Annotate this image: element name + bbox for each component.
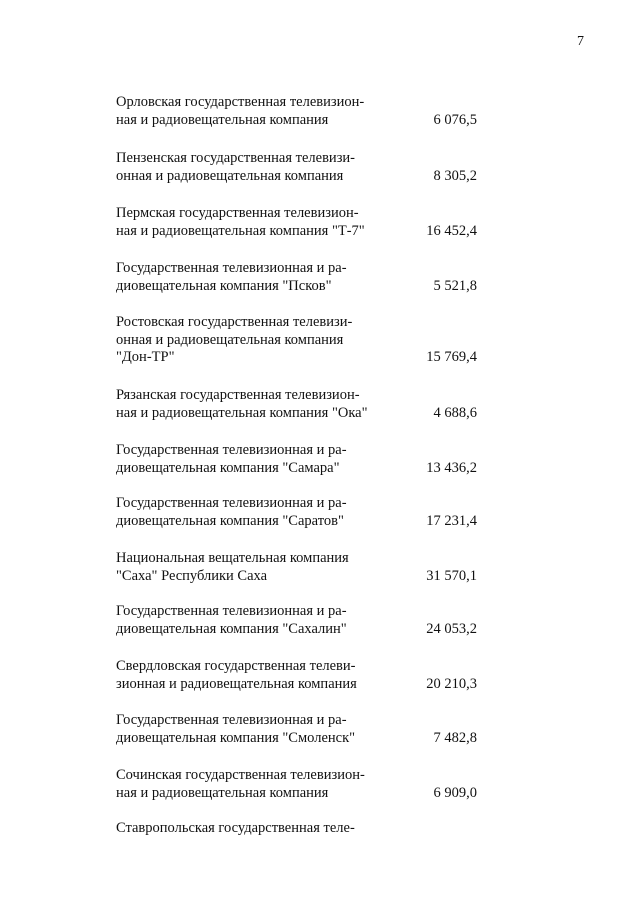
- allocation-amount: 20 210,3: [426, 675, 477, 692]
- company-name-line: ная и радиовещательная компания: [116, 784, 329, 801]
- company-name-line: зионная и радиовещательная компания: [116, 675, 357, 692]
- page-number: 7: [577, 34, 584, 49]
- company-name: [116, 260, 406, 295]
- company-name-line: диовещательная компания "Сахалин": [116, 620, 347, 637]
- company-name-line: Ростовская государственная телевизи-: [116, 314, 353, 330]
- company-name: [116, 495, 406, 530]
- company-name: [116, 603, 406, 638]
- company-name: [116, 314, 406, 367]
- company-name: [116, 94, 406, 129]
- allocation-amount: 17 231,4: [426, 512, 477, 529]
- company-name-line: Государственная телевизионная и ра-: [116, 442, 347, 458]
- company-name-line: Государственная телевизионная и ра-: [116, 260, 347, 276]
- allocation-amount: 8 305,2: [433, 167, 477, 184]
- allocation-amount: 6 909,0: [433, 784, 477, 801]
- company-name-line: онная и радиовещательная компания: [116, 331, 344, 348]
- company-name-line: Свердловская государственная телеви-: [116, 658, 356, 674]
- company-name-line: диовещательная компания "Смоленск": [116, 729, 356, 746]
- company-name-line: диовещательная компания "Саратов": [116, 512, 344, 529]
- allocation-amount: 13 436,2: [426, 459, 477, 476]
- allocation-amount: 5 521,8: [433, 277, 477, 294]
- company-name-line: Орловская государственная телевизион-: [116, 94, 365, 110]
- company-name-line: "Саха" Республики Саха: [116, 567, 268, 584]
- allocation-amount: 15 769,4: [426, 349, 477, 365]
- company-name-line: Рязанская государственная телевизион-: [116, 387, 360, 403]
- company-name: [116, 205, 406, 240]
- company-name-line: ная и радиовещательная компания "Т-7": [116, 222, 365, 239]
- company-name-line: ная и радиовещательная компания: [116, 111, 329, 128]
- company-name: [116, 658, 406, 693]
- company-name-line: Государственная телевизионная и ра-: [116, 712, 347, 728]
- company-name: [116, 820, 406, 838]
- company-name-line: Пензенская государственная телевизи-: [116, 150, 356, 166]
- company-name-line: Государственная телевизионная и ра-: [116, 603, 347, 619]
- company-name-line: Сочинская государственная телевизион-: [116, 767, 365, 783]
- company-name: [116, 767, 406, 802]
- company-name: [116, 442, 406, 477]
- allocation-amount: 4 688,6: [433, 404, 477, 421]
- company-name-line: Государственная телевизионная и ра-: [116, 495, 347, 511]
- company-name: [116, 150, 406, 185]
- company-name-line: Национальная вещательная компания: [116, 550, 349, 566]
- allocation-amount: 7 482,8: [433, 729, 477, 746]
- company-name-line: Ставропольская государственная теле-: [116, 820, 355, 836]
- company-name-line: диовещательная компания "Самара": [116, 459, 340, 476]
- company-name-line: онная и радиовещательная компания: [116, 167, 344, 184]
- allocation-amount: 24 053,2: [426, 620, 477, 637]
- allocation-amount: 16 452,4: [426, 222, 477, 239]
- company-name-line: "Дон-ТР": [116, 349, 175, 365]
- company-name-line: Пермская государственная телевизион-: [116, 205, 359, 221]
- allocation-amount: 6 076,5: [433, 111, 477, 128]
- company-name: [116, 712, 406, 747]
- allocation-amount: 31 570,1: [426, 567, 477, 584]
- company-name-line: ная и радиовещательная компания "Ока": [116, 404, 368, 421]
- company-name: [116, 387, 406, 422]
- company-name-line: диовещательная компания "Псков": [116, 277, 332, 294]
- company-name: [116, 550, 406, 585]
